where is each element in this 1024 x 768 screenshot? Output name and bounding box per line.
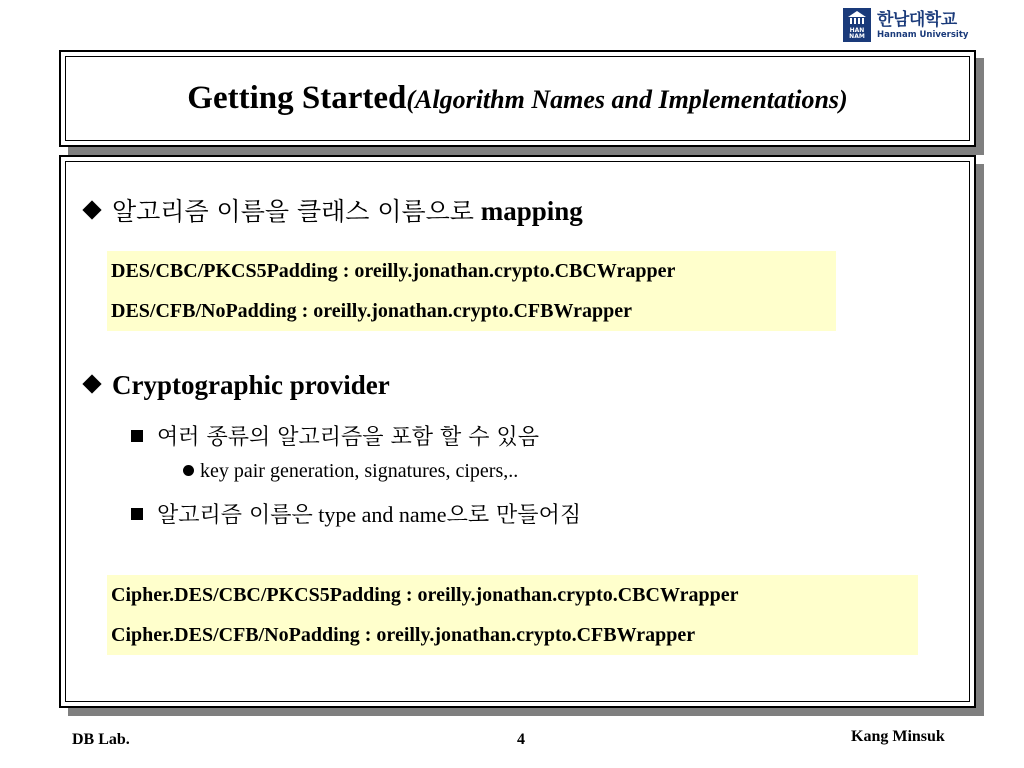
bullet-mapping-en: mapping [480,196,583,226]
footer-lab: DB Lab. [72,731,130,748]
page-number: 4 [517,731,525,748]
sub-sub-bullet-detail [183,460,518,483]
university-logo [843,6,983,44]
title-main: Getting Started [187,80,407,116]
diamond-bullet-icon [82,374,101,393]
dot-bullet-icon [183,465,194,476]
sub-bullet-names [131,498,581,529]
sub-bullet-algorithms [131,420,539,451]
mapping-line: Cipher.DES/CFB/NoPadding : oreilly.jonathan.crypto.CFBWrapper [111,624,696,646]
mapping-line: DES/CFB/NoPadding : oreilly.jonathan.crypto.CFBWrapper [111,300,632,322]
sub-sub-bullet-detail-text: key pair generation, signatures, cipers,.. [200,460,519,482]
title-subtitle: Algorithm Names and Implementations [415,85,840,114]
mapping-box-1 [107,251,836,331]
square-bullet-icon [131,508,143,520]
sub-bullet-names-ko-a: 알고리즘 이름은 [157,503,313,528]
sub-bullet-algorithms-text: 여러 종류의 알고리즘을 포함 할 수 있음 [157,425,539,450]
title-box [59,50,976,147]
footer-author: Kang Minsuk [851,728,945,745]
title-open-paren: ( [406,85,416,114]
mapping-line: Cipher.DES/CBC/PKCS5Padding : oreilly.jonathan.crypto.CBCWrapper [111,584,739,606]
logo-name-en: Hannam University [877,29,969,40]
sub-bullet-names-en: type and name [318,502,447,527]
mapping-line: DES/CBC/PKCS5Padding : oreilly.jonathan.crypto.CBCWrapper [111,260,676,282]
bullet-mapping-ko: 알고리즘 이름을 클래스 이름으로 [112,197,474,226]
bullet-mapping [84,192,583,228]
building-icon [847,10,867,26]
title-close-paren: ) [839,85,848,114]
logo-name-ko: 한남대학교 [877,9,957,30]
mapping-box-2 [107,575,918,655]
logo-emblem [843,8,871,42]
logo-mark-text: HAN NAM [849,27,865,40]
bullet-provider [84,370,390,401]
diamond-bullet-icon [82,200,101,219]
bullet-provider-text: Cryptographic provider [112,370,390,400]
square-bullet-icon [131,430,143,442]
slide-title [187,80,847,117]
sub-bullet-names-ko-b: 으로 만들어짐 [446,503,582,528]
